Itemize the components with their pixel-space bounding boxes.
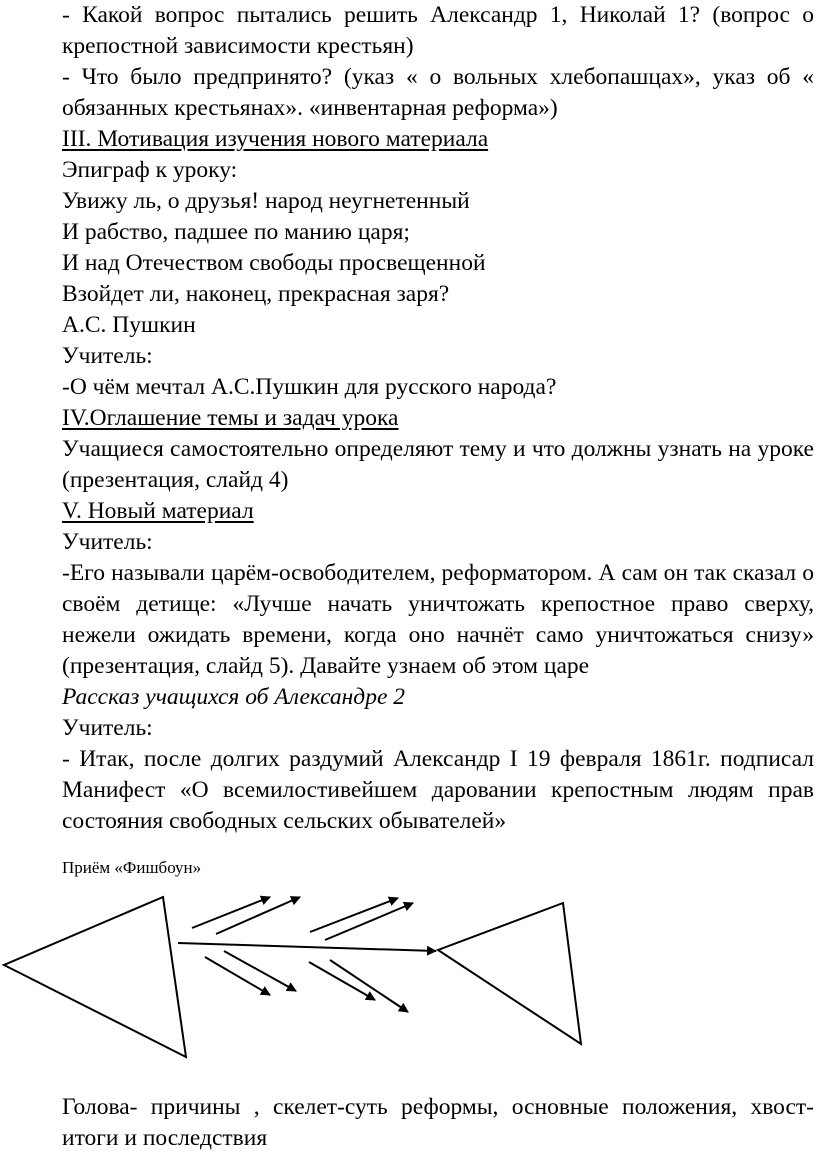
students-story: Рассказ учащихся об Александре 2 bbox=[62, 684, 405, 710]
teacher-label: Учитель: bbox=[62, 529, 153, 555]
students-task: Учащиеся самостоятельно определяют тему и что должны узнать на уроке (презентация, слайд 4) bbox=[62, 436, 814, 493]
teacher-label: Учитель: bbox=[62, 343, 153, 369]
teacher-label: Учитель: bbox=[62, 715, 153, 741]
section-heading-5: V. Новый материал bbox=[62, 498, 254, 524]
poem-line-4: Взойдет ли, наконец, прекрасная заря? bbox=[62, 281, 450, 307]
fishbone-legend: Голова- причины , скелет-суть реформы, основные положения, хвост- итоги и последствия bbox=[62, 1094, 814, 1151]
tsar-description: -Его называли царём-освободителем, реформатором. А сам он так сказал о своём детище: «Лучше начать уничтожать крепостное право сверху, нежели ожидать времени, когда оно начнёт само уничтожаться снизу» (презентация, слайд 5). Давайте узнаем об этом царе bbox=[62, 560, 814, 679]
question-measures: - Что было предпринято? (указ « о вольных хлебопашцах», указ об « обязанных крестьянах». «инвентарная реформа») bbox=[62, 64, 814, 121]
poem-line-2: И рабство, падшее по манию царя; bbox=[62, 219, 410, 245]
question-alexander-nicholas: - Какой вопрос пытались решить Александр 1, Николай 1? (вопрос о крепостной зависимости крестьян) bbox=[62, 2, 814, 59]
manifest-text: - Итак, после долгих раздумий Александр I 19 февраля 1861г. подписал Манифест «О всемилостивейшем даровании крепостным людям прав состояния свободных сельских обывателей» bbox=[62, 746, 814, 834]
fishbone-diagram bbox=[0, 885, 816, 1060]
fishbone-lower-bone bbox=[330, 960, 408, 1012]
section-heading-3: III. Мотивация изучения нового материала bbox=[62, 126, 489, 152]
section-heading-4: IV.Оглашение темы и задач урока bbox=[62, 405, 399, 431]
fishbone-upper-bone bbox=[192, 897, 270, 928]
fishbone-head bbox=[438, 903, 581, 1044]
epigraph-label: Эпиграф к уроку: bbox=[62, 157, 238, 183]
fishbone-lower-bone bbox=[205, 957, 270, 995]
fishbone-lower-bone bbox=[224, 951, 296, 991]
fishbone-legend-block bbox=[62, 1092, 814, 1154]
poem-line-3: И над Отечеством свободы просвещенной bbox=[62, 250, 486, 276]
question-pushkin: -О чём мечтал А.С.Пушкин для русского народа? bbox=[62, 374, 557, 400]
fishbone-tail bbox=[4, 897, 186, 1057]
poem-line-1: Увижу ль, о друзья! народ неугнетенный bbox=[62, 188, 470, 214]
fishbone-spine bbox=[178, 943, 436, 951]
poem-author: А.С. Пушкин bbox=[62, 312, 196, 338]
fishbone-title: Приём «Фишбоун» bbox=[62, 858, 202, 877]
document-body bbox=[62, 0, 814, 837]
